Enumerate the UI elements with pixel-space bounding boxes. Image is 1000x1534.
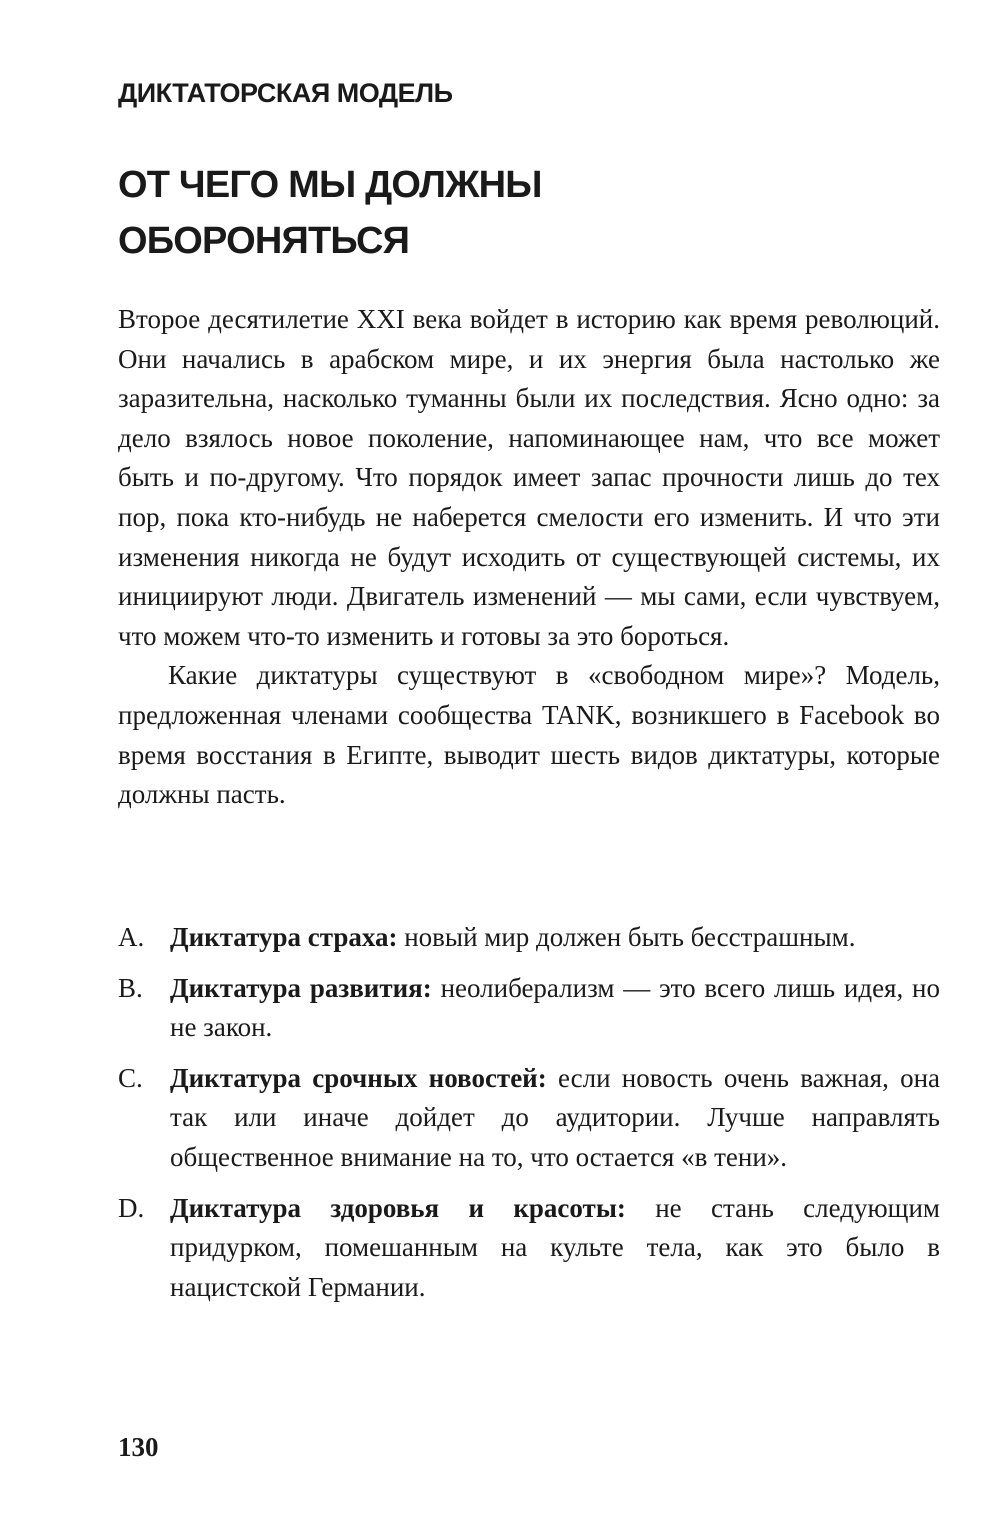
- list-term: Диктатура здоровья и красоты:: [170, 1192, 626, 1223]
- list-text: если новость очень важная, она так или иначе дойдет до аудитории. Лучше направлять общественное внимание на то, что остается «в тени».: [170, 1062, 941, 1172]
- book-page: [118, 0, 940, 1534]
- list-item-b: [118, 969, 940, 1048]
- list-term: Диктатура развития:: [170, 972, 432, 1003]
- paragraph-1: Второе десятилетие XXI века войдет в историю как время революций. Они начались в арабском мире, и их энергия была настолько же заразительна, насколько туманны были их последствия. Ясно одно: за дело взялось новое поколение, напоминающее нам, что все может быть и по-другому. Что порядок имеет запас прочности лишь до тех пор, пока кто-нибудь не наберется смелости его изменить. И что эти изменения никогда не будут исходить от существующей системы, их инициируют люди. Двигатель изменений — мы сами, если чувствуем, что можем что-то изменить и готовы за это бороться.: [118, 304, 940, 651]
- section-label: ДИКТАТОРСКАЯ МОДЕЛЬ: [118, 78, 453, 108]
- dictatorship-list: [118, 918, 940, 1318]
- list-text: неолиберализм — это всего лишь идея, но не закон.: [170, 972, 940, 1043]
- chapter-title: [118, 157, 542, 269]
- list-item-a: [118, 918, 940, 958]
- list-item-c: [118, 1059, 940, 1178]
- list-letter: C.: [118, 1062, 143, 1093]
- list-text: не стань следующим придурком, помешанным на культе тела, как это было в нацистской Германии.: [170, 1192, 940, 1302]
- list-letter: D.: [118, 1192, 145, 1223]
- list-letter: B.: [118, 972, 143, 1003]
- paragraph-2: Какие диктатуры существуют в «свободном мире»? Модель, предложенная членами сообщества TANK, возникшего в Facebook во время восстания в Египте, выводит шесть видов диктатуры, которые должны пасть.: [118, 660, 940, 810]
- list-text: новый мир должен быть бесстрашным.: [397, 922, 856, 952]
- list-item-d: [118, 1189, 940, 1308]
- chapter-title-line-2: ОБОРОНЯТЬСЯ: [118, 220, 410, 262]
- chapter-title-line-1: ОТ ЧЕГО МЫ ДОЛЖНЫ: [118, 164, 542, 206]
- list-term: Диктатура срочных новостей:: [170, 1062, 547, 1093]
- list-letter: A.: [118, 922, 145, 952]
- list-term: Диктатура страха:: [170, 922, 398, 952]
- body-text: [118, 300, 940, 815]
- page-number: 130: [118, 1432, 159, 1462]
